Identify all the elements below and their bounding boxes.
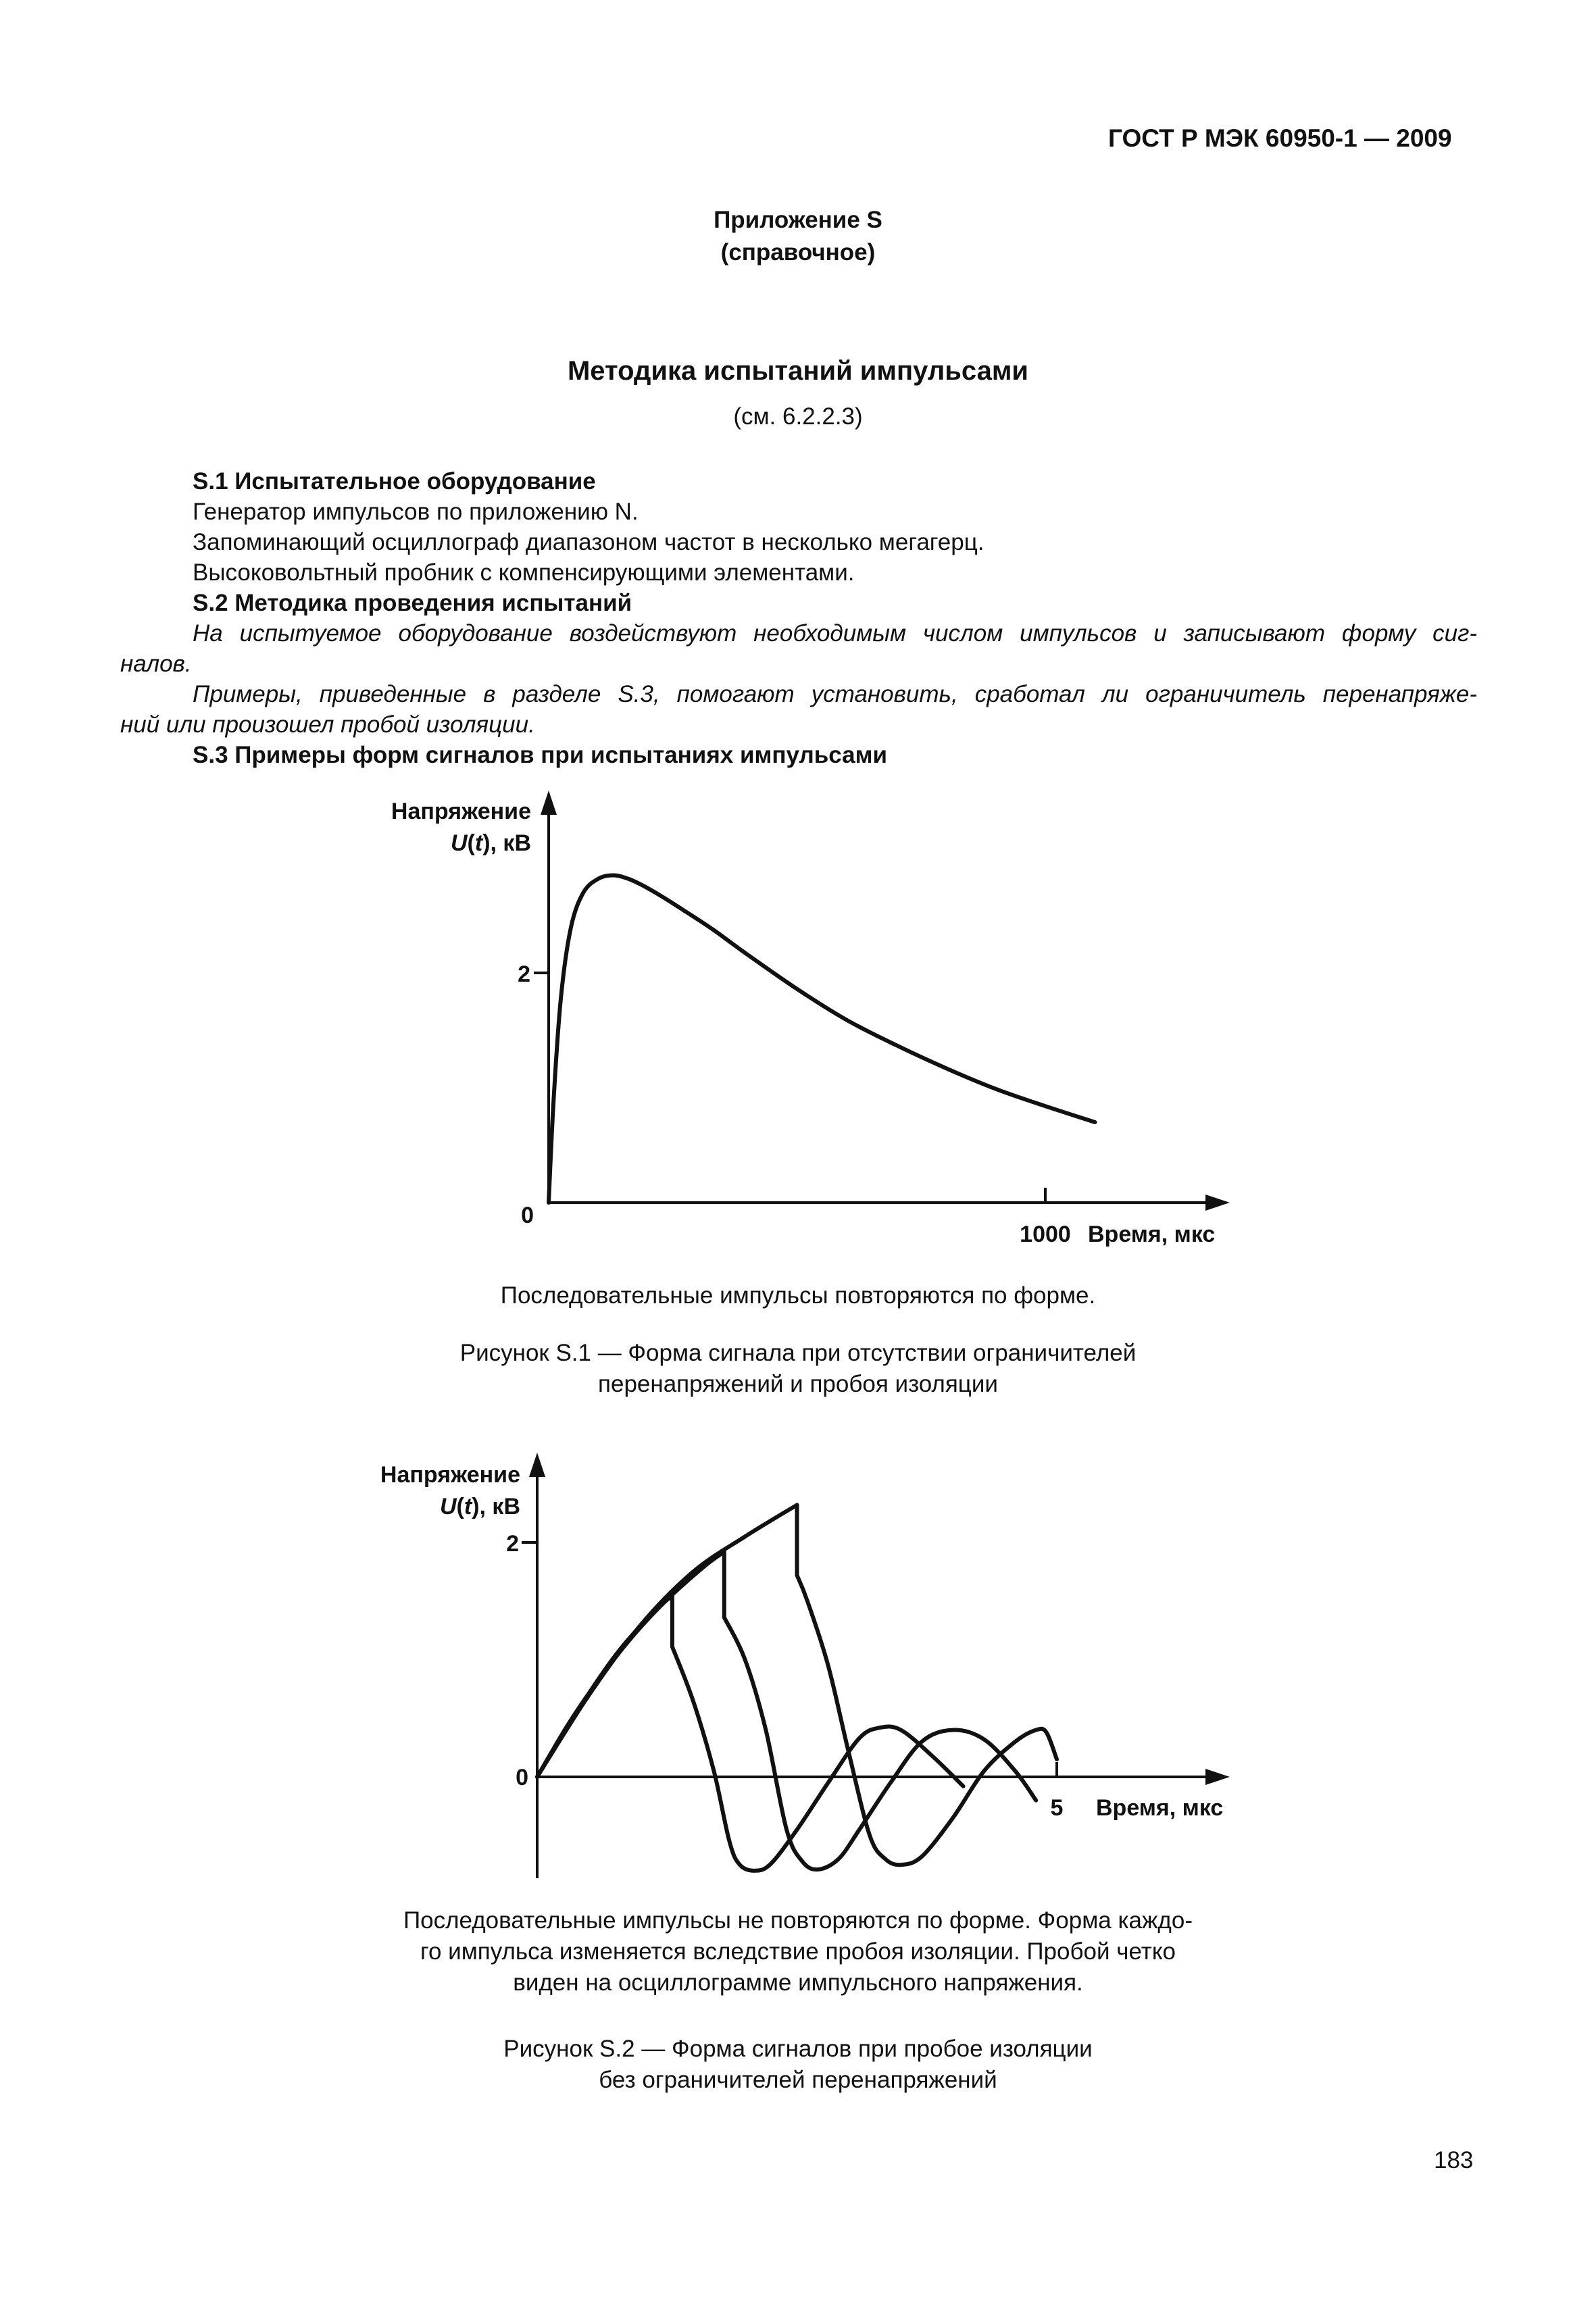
section-s1-item: Генератор импульсов по приложению N.: [193, 499, 639, 525]
x-axis-label: Время, мкс: [1096, 1795, 1224, 1821]
x-axis-arrow: [1205, 1194, 1230, 1211]
appendix-name: Приложение S: [714, 207, 882, 233]
x-tick-label-5: 5: [1050, 1795, 1064, 1821]
chart-series-line-2: [537, 1552, 1036, 1869]
x-axis-arrow: [1205, 1769, 1230, 1785]
figure-s1-caption: [0, 1338, 1596, 1400]
page-subtitle: (см. 6.2.2.3): [733, 403, 863, 430]
page-number: 183: [1434, 2147, 1474, 2173]
y-axis-arrow: [541, 790, 557, 815]
section-s2-paragraph-line: ний или произошел пробой изоляции.: [120, 711, 535, 738]
appendix-heading: [0, 204, 1596, 269]
x-tick-label-0: 0: [521, 1203, 534, 1228]
y-axis-unit-label: U(t), кВ: [450, 830, 531, 856]
section-s1-item: Высоковольтный пробник с компенсирующими элементами.: [193, 559, 855, 586]
standard-header: ГОСТ Р МЭК 60950-1 — 2009: [1108, 124, 1452, 152]
figure-s2-note: [0, 1905, 1596, 1998]
y-tick-label-0: 0: [516, 1765, 528, 1790]
page-title: Методика испытаний импульсами: [567, 356, 1029, 386]
y-axis-label: Напряжение: [380, 1462, 520, 1488]
section-s3-heading: S.3 Примеры форм сигналов при испытаниях импульсами: [193, 742, 888, 768]
x-axis-label: Время, мкс: [1088, 1222, 1216, 1247]
figure-s2-caption-line: Рисунок S.2 — Форма сигналов при пробое изоляции: [503, 2036, 1093, 2062]
body-text: [120, 466, 1477, 777]
figure-s1-caption-line: перенапряжений и пробоя изоляции: [598, 1371, 998, 1397]
figure-s1-caption-line: Рисунок S.1 — Форма сигнала при отсутствии ограничителей: [459, 1340, 1137, 1366]
figure-s2-caption-line: без ограничителей перенапряжений: [599, 2067, 997, 2093]
section-s2-paragraph-line: На испытуемое оборудование воздействуют необходимым числом импульсов и записывают форму сиг-: [193, 620, 1477, 647]
y-axis-arrow: [529, 1453, 545, 1477]
y-axis-label: Напряжение: [391, 799, 531, 824]
chart-series-group: [549, 876, 1095, 1203]
figure-s2-caption: [0, 2034, 1596, 2096]
section-s1-item: Запоминающий осциллограф диапазоном частот в несколько мегагерц.: [193, 529, 984, 555]
y-tick-label-2: 2: [518, 961, 530, 987]
chart-series-line-3: [537, 1505, 1057, 1865]
y-axis-unit-label: U(t), кВ: [439, 1494, 520, 1519]
y-tick-label-2: 2: [506, 1531, 519, 1557]
section-s2-paragraph-line: налов.: [120, 651, 192, 677]
x-tick-label-1000: 1000: [1020, 1222, 1071, 1247]
appendix-status: (справочное): [720, 239, 876, 266]
figure-s2-note-line: го импульса изменяется вследствие пробоя изоляции. Пробой четко: [420, 1938, 1176, 1965]
figure-s2-chart: [338, 1453, 1270, 1892]
chart-series-line-1: [549, 876, 1095, 1203]
figure-s1-note: Последовательные импульсы повторяются по форме.: [500, 1282, 1096, 1309]
figure-s2-note-line: виден на осциллограмме импульсного напряжения.: [513, 1969, 1083, 1996]
chart-series-group: [537, 1505, 1057, 1871]
chart-series-line-1: [537, 1596, 964, 1871]
section-s2-heading: S.2 Методика проведения испытаний: [193, 590, 632, 616]
section-s1-heading: S.1 Испытательное оборудование: [193, 468, 596, 495]
figure-s1-chart: [338, 784, 1270, 1270]
section-s2-paragraph-line: Примеры, приведенные в разделе S.3, помогают установить, сработал ли ограничитель перенапряже-: [193, 681, 1477, 707]
figure-s2-note-line: Последовательные импульсы не повторяются по форме. Форма каждо-: [403, 1907, 1193, 1934]
